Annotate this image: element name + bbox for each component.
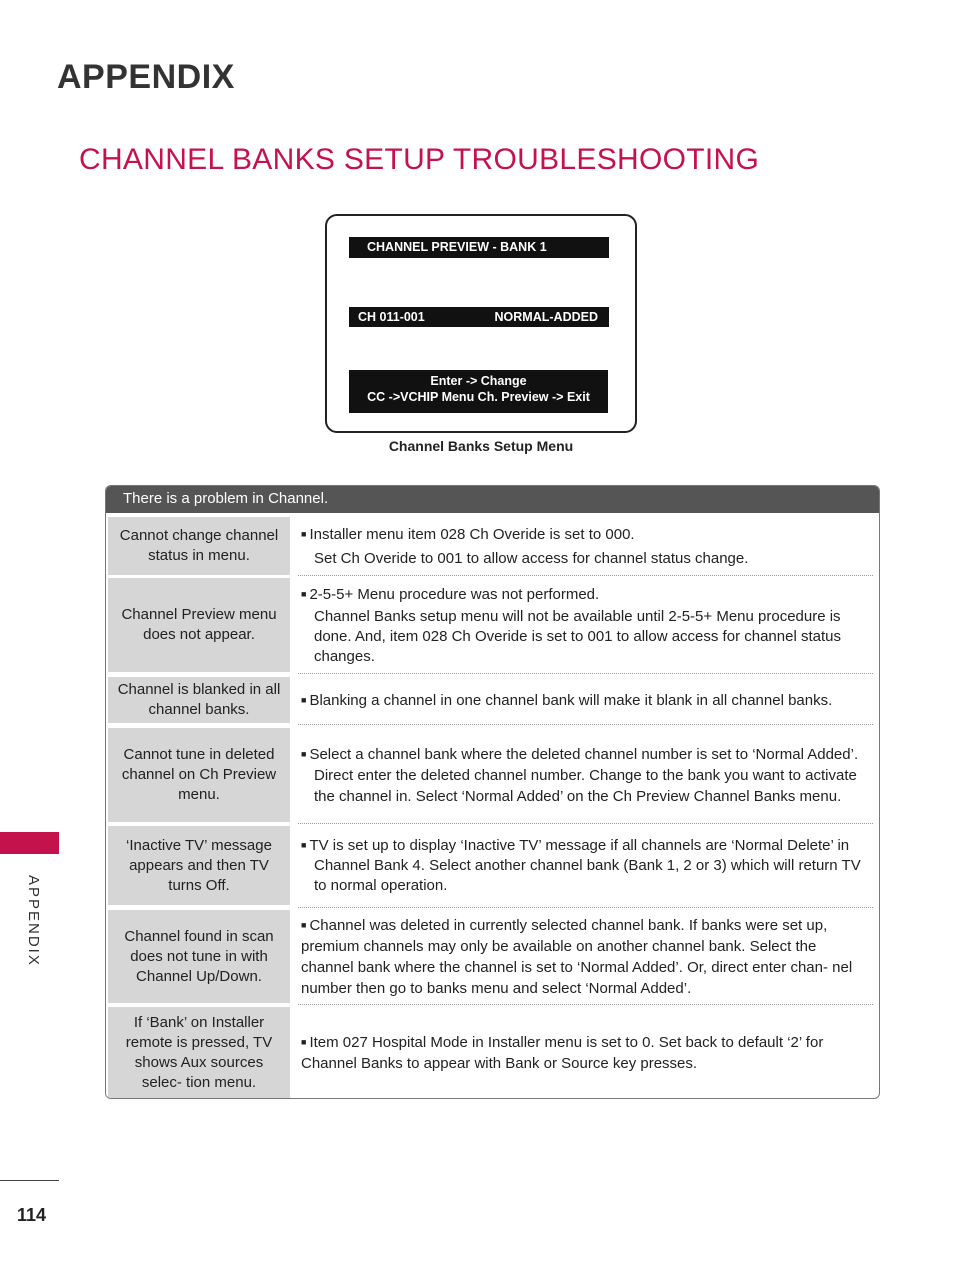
row-divider bbox=[298, 823, 873, 824]
bullet-icon: ■ bbox=[301, 840, 307, 850]
page-rule bbox=[0, 1180, 59, 1181]
solution-line bbox=[301, 835, 873, 896]
solution-line: Set Ch Overide to 001 to allow access for channel status change. bbox=[314, 549, 749, 567]
channel-status: NORMAL-ADDED bbox=[494, 310, 598, 324]
solution-text: Select a channel bank where the deleted channel number is set to ‘Normal Added’. Direct enter the deleted channel number. Change to the bank you want to activate the channel in. Select ‘Normal Added’ on the Ch Preview Channel Banks menu. bbox=[309, 745, 859, 805]
screen-caption: Channel Banks Setup Menu bbox=[388, 438, 574, 454]
channel-number: CH 011-001 bbox=[358, 310, 425, 324]
side-tab-marker bbox=[0, 832, 59, 854]
solution-cell bbox=[301, 1007, 873, 1098]
bullet-icon: ■ bbox=[301, 588, 307, 599]
problem-text: Channel is blanked in all channel banks. bbox=[117, 681, 281, 718]
solution-text: 2-5-5+ Menu procedure was not performed. bbox=[309, 585, 600, 603]
screen-title-bar bbox=[349, 237, 609, 258]
help-line-2: CC ->VCHIP Menu Ch. Preview -> Exit bbox=[367, 390, 590, 404]
troubleshooting-table bbox=[105, 485, 880, 1099]
solution-line bbox=[301, 584, 873, 605]
problem-cell bbox=[108, 1007, 290, 1098]
solution-cell bbox=[301, 826, 873, 905]
solution-line bbox=[301, 690, 873, 711]
problem-cell bbox=[108, 517, 290, 575]
solution-text: Item 027 Hospital Mode in Installer menu is set to 0. Set back to default ‘2’ for Channel Banks to appear with Bank or Source key presses. bbox=[301, 1033, 824, 1072]
problem-text: Channel found in scan does not tune in with Channel Up/Down. bbox=[124, 927, 274, 985]
solution-cell bbox=[301, 517, 873, 575]
solution-text: TV is set up to display ‘Inactive TV’ message if all channels are ‘Normal Delete’ in Channel Bank 4. Select another channel bank (Bank 1, 2 or 3) which will return TV to normal operation. bbox=[309, 837, 861, 894]
solution-line bbox=[301, 524, 873, 545]
solution-line bbox=[301, 744, 873, 807]
solution-line bbox=[301, 1032, 873, 1074]
solution-text: Channel was deleted in currently selected channel bank. If banks were set up, premium channels may only be available on another channel bank. Select the channel bank where the channel is set to ‘Normal Added’. Or, direct enter chan- nel number then go to banks menu and select ‘Normal Added’. bbox=[301, 916, 853, 997]
section-title: CHANNEL BANKS SETUP TROUBLESHOOTING bbox=[79, 143, 760, 176]
table-heading-text: There is a problem in Channel. bbox=[123, 490, 329, 507]
problem-text: Cannot tune in deleted channel on Ch Preview menu. bbox=[121, 746, 277, 803]
problem-cell bbox=[108, 826, 290, 905]
screen-channel-bar bbox=[349, 307, 609, 327]
appendix-title: APPENDIX bbox=[57, 58, 235, 96]
row-divider bbox=[298, 673, 873, 674]
bullet-icon: ■ bbox=[301, 528, 307, 539]
channel-preview-screen bbox=[325, 214, 637, 433]
row-divider bbox=[298, 575, 873, 576]
bullet-icon: ■ bbox=[301, 1036, 307, 1047]
problem-cell bbox=[108, 728, 290, 822]
row-divider bbox=[298, 907, 873, 908]
bullet-icon: ■ bbox=[301, 694, 307, 705]
problem-cell bbox=[108, 578, 290, 672]
table-heading bbox=[106, 486, 879, 513]
problem-cell bbox=[108, 677, 290, 723]
problem-text: If ‘Bank’ on Installer remote is pressed, TV shows Aux sources selec- tion menu. bbox=[125, 1013, 273, 1091]
solution-cell bbox=[301, 677, 873, 723]
side-label: APPENDIX bbox=[25, 875, 42, 967]
screen-title-text: CHANNEL PREVIEW - BANK 1 bbox=[367, 240, 547, 254]
screen-help-bar bbox=[349, 370, 608, 413]
solution-cell bbox=[301, 578, 873, 672]
solution-cell bbox=[301, 910, 873, 1003]
solution-line bbox=[301, 915, 873, 999]
bullet-icon: ■ bbox=[301, 748, 307, 759]
problem-cell bbox=[108, 910, 290, 1003]
problem-text: Cannot change channel status in menu. bbox=[119, 527, 279, 564]
help-line-1: Enter -> Change bbox=[430, 374, 527, 388]
solution-text: Blanking a channel in one channel bank will make it blank in all channel banks. bbox=[309, 691, 833, 709]
solution-text: Installer menu item 028 Ch Overide is set to 000. bbox=[309, 525, 635, 543]
row-divider bbox=[298, 724, 873, 725]
row-divider bbox=[298, 1004, 873, 1005]
problem-text: Channel Preview menu does not appear. bbox=[121, 606, 277, 643]
problem-text: ‘Inactive TV’ message appears and then TV turns Off. bbox=[126, 836, 272, 894]
bullet-icon: ■ bbox=[301, 919, 307, 930]
solution-line: Channel Banks setup menu will not be available until 2-5-5+ Menu procedure is done. And, item 028 Ch Overide is set to 001 to allow access for channel status changes. bbox=[314, 607, 841, 665]
page-number: 114 bbox=[17, 1205, 47, 1225]
solution-cell bbox=[301, 728, 873, 822]
